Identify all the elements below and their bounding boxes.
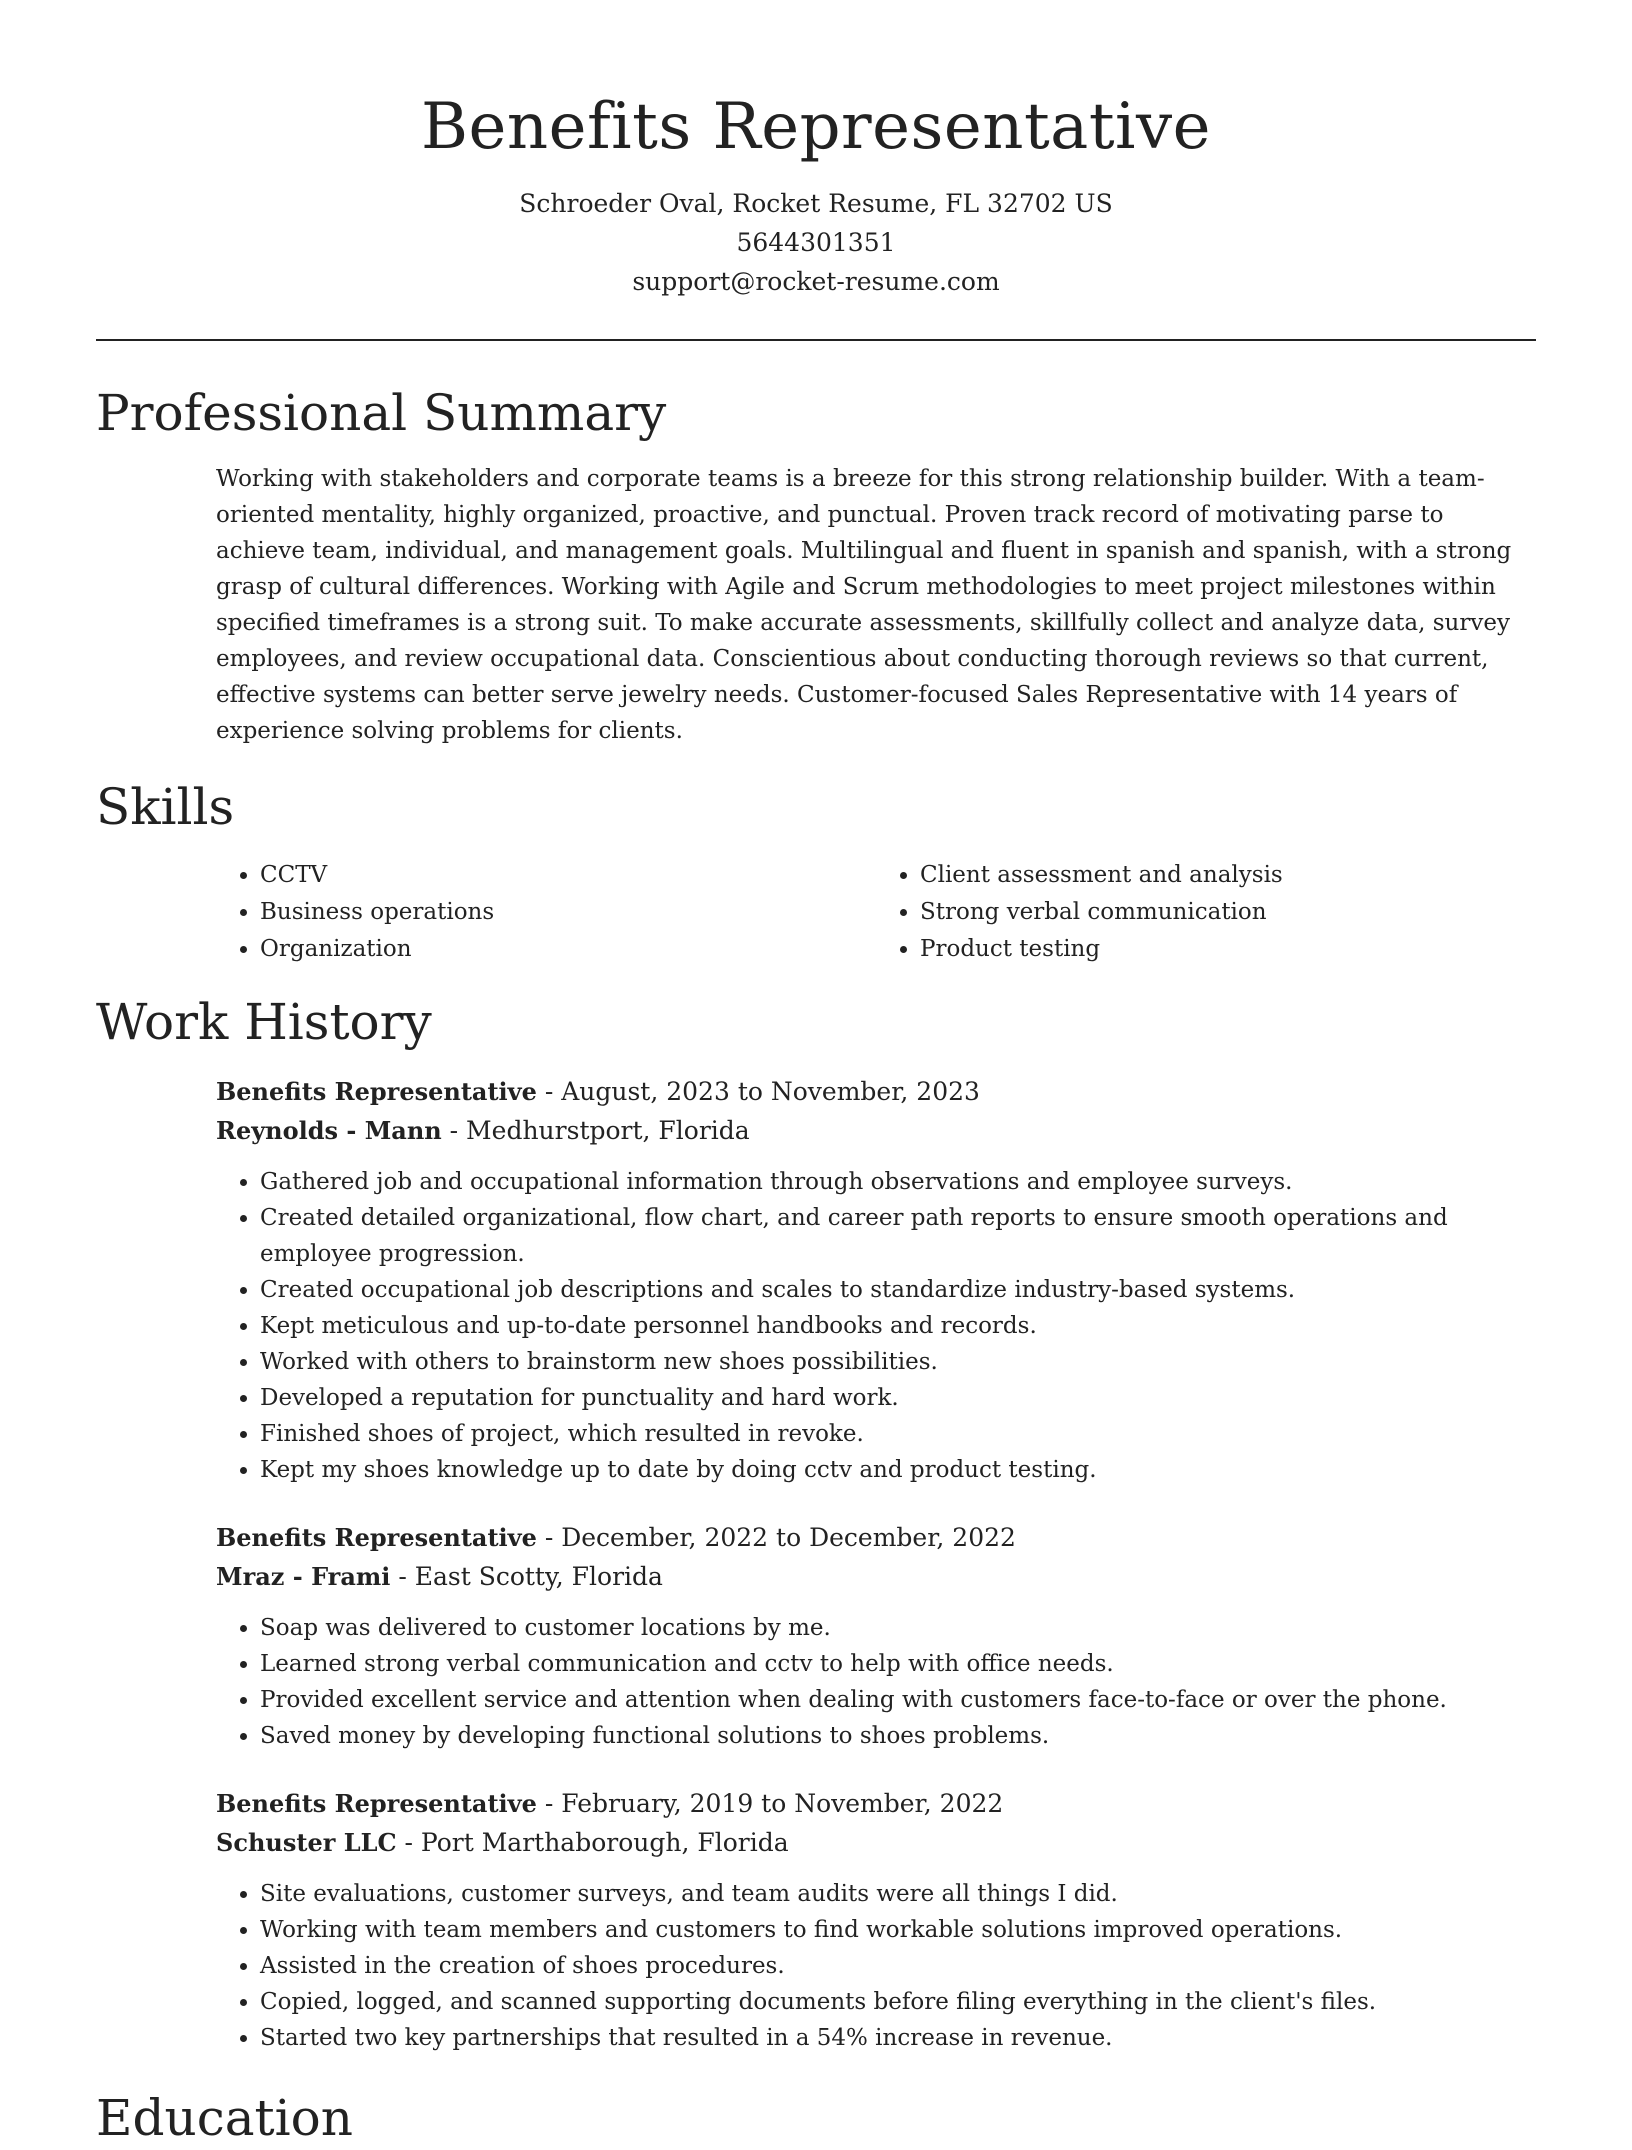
contact-phone: 5644301351 — [736, 228, 896, 257]
job-employer: Schuster LLC — [216, 1828, 397, 1857]
job-bullet-list — [216, 1164, 1536, 1488]
resume-header — [96, 0, 1536, 301]
job-employer-line — [216, 1111, 1536, 1150]
summary-section — [96, 381, 1536, 749]
job-entry — [216, 1784, 1536, 2056]
job-bullet: • Kept my shoes knowledge up to date by doing cctv and product testing. — [260, 1452, 1536, 1488]
job-bullet: • Working with team members and customers to find workable solutions improved operations. — [260, 1912, 1536, 1948]
job-bullet: • Kept meticulous and up-to-date personnel handbooks and records. — [260, 1308, 1536, 1344]
skill-item: • Client assessment and analysis — [920, 857, 1536, 894]
education-section — [96, 2086, 1536, 2150]
work-history-section — [96, 990, 1536, 2056]
job-entry — [216, 1072, 1536, 1488]
header-divider — [96, 339, 1536, 341]
job-bullet: • Finished shoes of project, which resulted in revoke. — [260, 1416, 1536, 1452]
job-dates: - February, 2019 to November, 2022 — [536, 1789, 1004, 1818]
job-bullet-list — [216, 1876, 1536, 2056]
skills-section — [96, 775, 1536, 968]
job-bullet: • Assisted in the creation of shoes procedures. — [260, 1948, 1536, 1984]
job-bullet: • Site evaluations, customer surveys, and team audits were all things I did. — [260, 1876, 1536, 1912]
job-bullet: • Worked with others to brainstorm new shoes possibilities. — [260, 1344, 1536, 1380]
job-title-line — [216, 1072, 1536, 1111]
job-title-line — [216, 1784, 1536, 1823]
job-bullet: • Created detailed organizational, flow chart, and career path reports to ensure smooth operations and employee progression. — [260, 1200, 1536, 1272]
resume-page — [96, 0, 1536, 2147]
job-bullet: • Started two key partnerships that resulted in a 54% increase in revenue. — [260, 2020, 1536, 2056]
contact-email: support@rocket-resume.com — [632, 267, 1000, 296]
job-location: - East Scotty, Florida — [390, 1562, 663, 1591]
job-bullet: • Saved money by developing functional solutions to shoes problems. — [260, 1718, 1536, 1754]
work-history-title: Work History — [96, 993, 432, 1051]
skills-left-list — [216, 857, 876, 968]
job-bullet: • Developed a reputation for punctuality and hard work. — [260, 1380, 1536, 1416]
job-location: - Port Marthaborough, Florida — [396, 1828, 789, 1857]
skill-item: • Business operations — [260, 894, 876, 931]
job-bullet: • Created occupational job descriptions and scales to standardize industry-based systems. — [260, 1272, 1536, 1308]
skill-item: • Strong verbal communication — [920, 894, 1536, 931]
job-role: Benefits Representative — [216, 1789, 537, 1818]
contact-block — [96, 184, 1536, 301]
job-bullet: • Provided excellent service and attention when dealing with customers face-to-face or over the phone. — [260, 1682, 1536, 1718]
job-employer: Mraz - Frami — [216, 1562, 391, 1591]
skills-right-list — [876, 857, 1536, 968]
job-role: Benefits Representative — [216, 1523, 537, 1552]
skills-columns — [216, 857, 1536, 968]
job-dates: - August, 2023 to November, 2023 — [536, 1077, 980, 1106]
job-employer-line — [216, 1823, 1536, 1862]
job-bullet: • Soap was delivered to customer locations by me. — [260, 1610, 1536, 1646]
skill-item: • Organization — [260, 931, 876, 968]
summary-title: Professional Summary — [96, 384, 667, 442]
job-employer: Reynolds - Mann — [216, 1116, 442, 1145]
job-bullet: • Gathered job and occupational information through observations and employee surveys. — [260, 1164, 1536, 1200]
contact-address: Schroeder Oval, Rocket Resume, FL 32702 US — [519, 189, 1113, 218]
job-bullet: • Copied, logged, and scanned supporting documents before filing everything in the client's files. — [260, 1984, 1536, 2020]
skills-title: Skills — [96, 778, 235, 836]
job-dates: - December, 2022 to December, 2022 — [536, 1523, 1016, 1552]
job-entry — [216, 1518, 1536, 1754]
education-title: Education — [96, 2089, 353, 2147]
job-location: - Medhurstport, Florida — [441, 1116, 750, 1145]
job-role: Benefits Representative — [216, 1077, 537, 1106]
job-employer-line — [216, 1557, 1536, 1596]
job-title-line — [216, 1518, 1536, 1557]
job-bullet-list — [216, 1610, 1536, 1754]
job-bullet: • Learned strong verbal communication and cctv to help with office needs. — [260, 1646, 1536, 1682]
skill-item: • CCTV — [260, 857, 876, 894]
skill-item: • Product testing — [920, 931, 1536, 968]
summary-text: Working with stakeholders and corporate teams is a breeze for this strong relationship builder. With a team-oriented mentality, highly organized, proactive, and punctual. Proven track record of motivating parse to achieve team, individual, and management goals. Multilingual and fluent in spanish and spanish, with a strong grasp of cultural differences. Working with Agile and Scrum methodologies to meet project milestones within specified timeframes is a strong suit. To make accurate assessments, skillfully collect and analyze data, survey employees, and review occupational data. Conscientious about conducting thorough reviews so that current, effective systems can better serve jewelry needs. Customer-focused Sales Representative with 14 years of experience solving problems for clients. — [216, 466, 1512, 744]
candidate-name: Benefits Representative — [420, 90, 1212, 164]
